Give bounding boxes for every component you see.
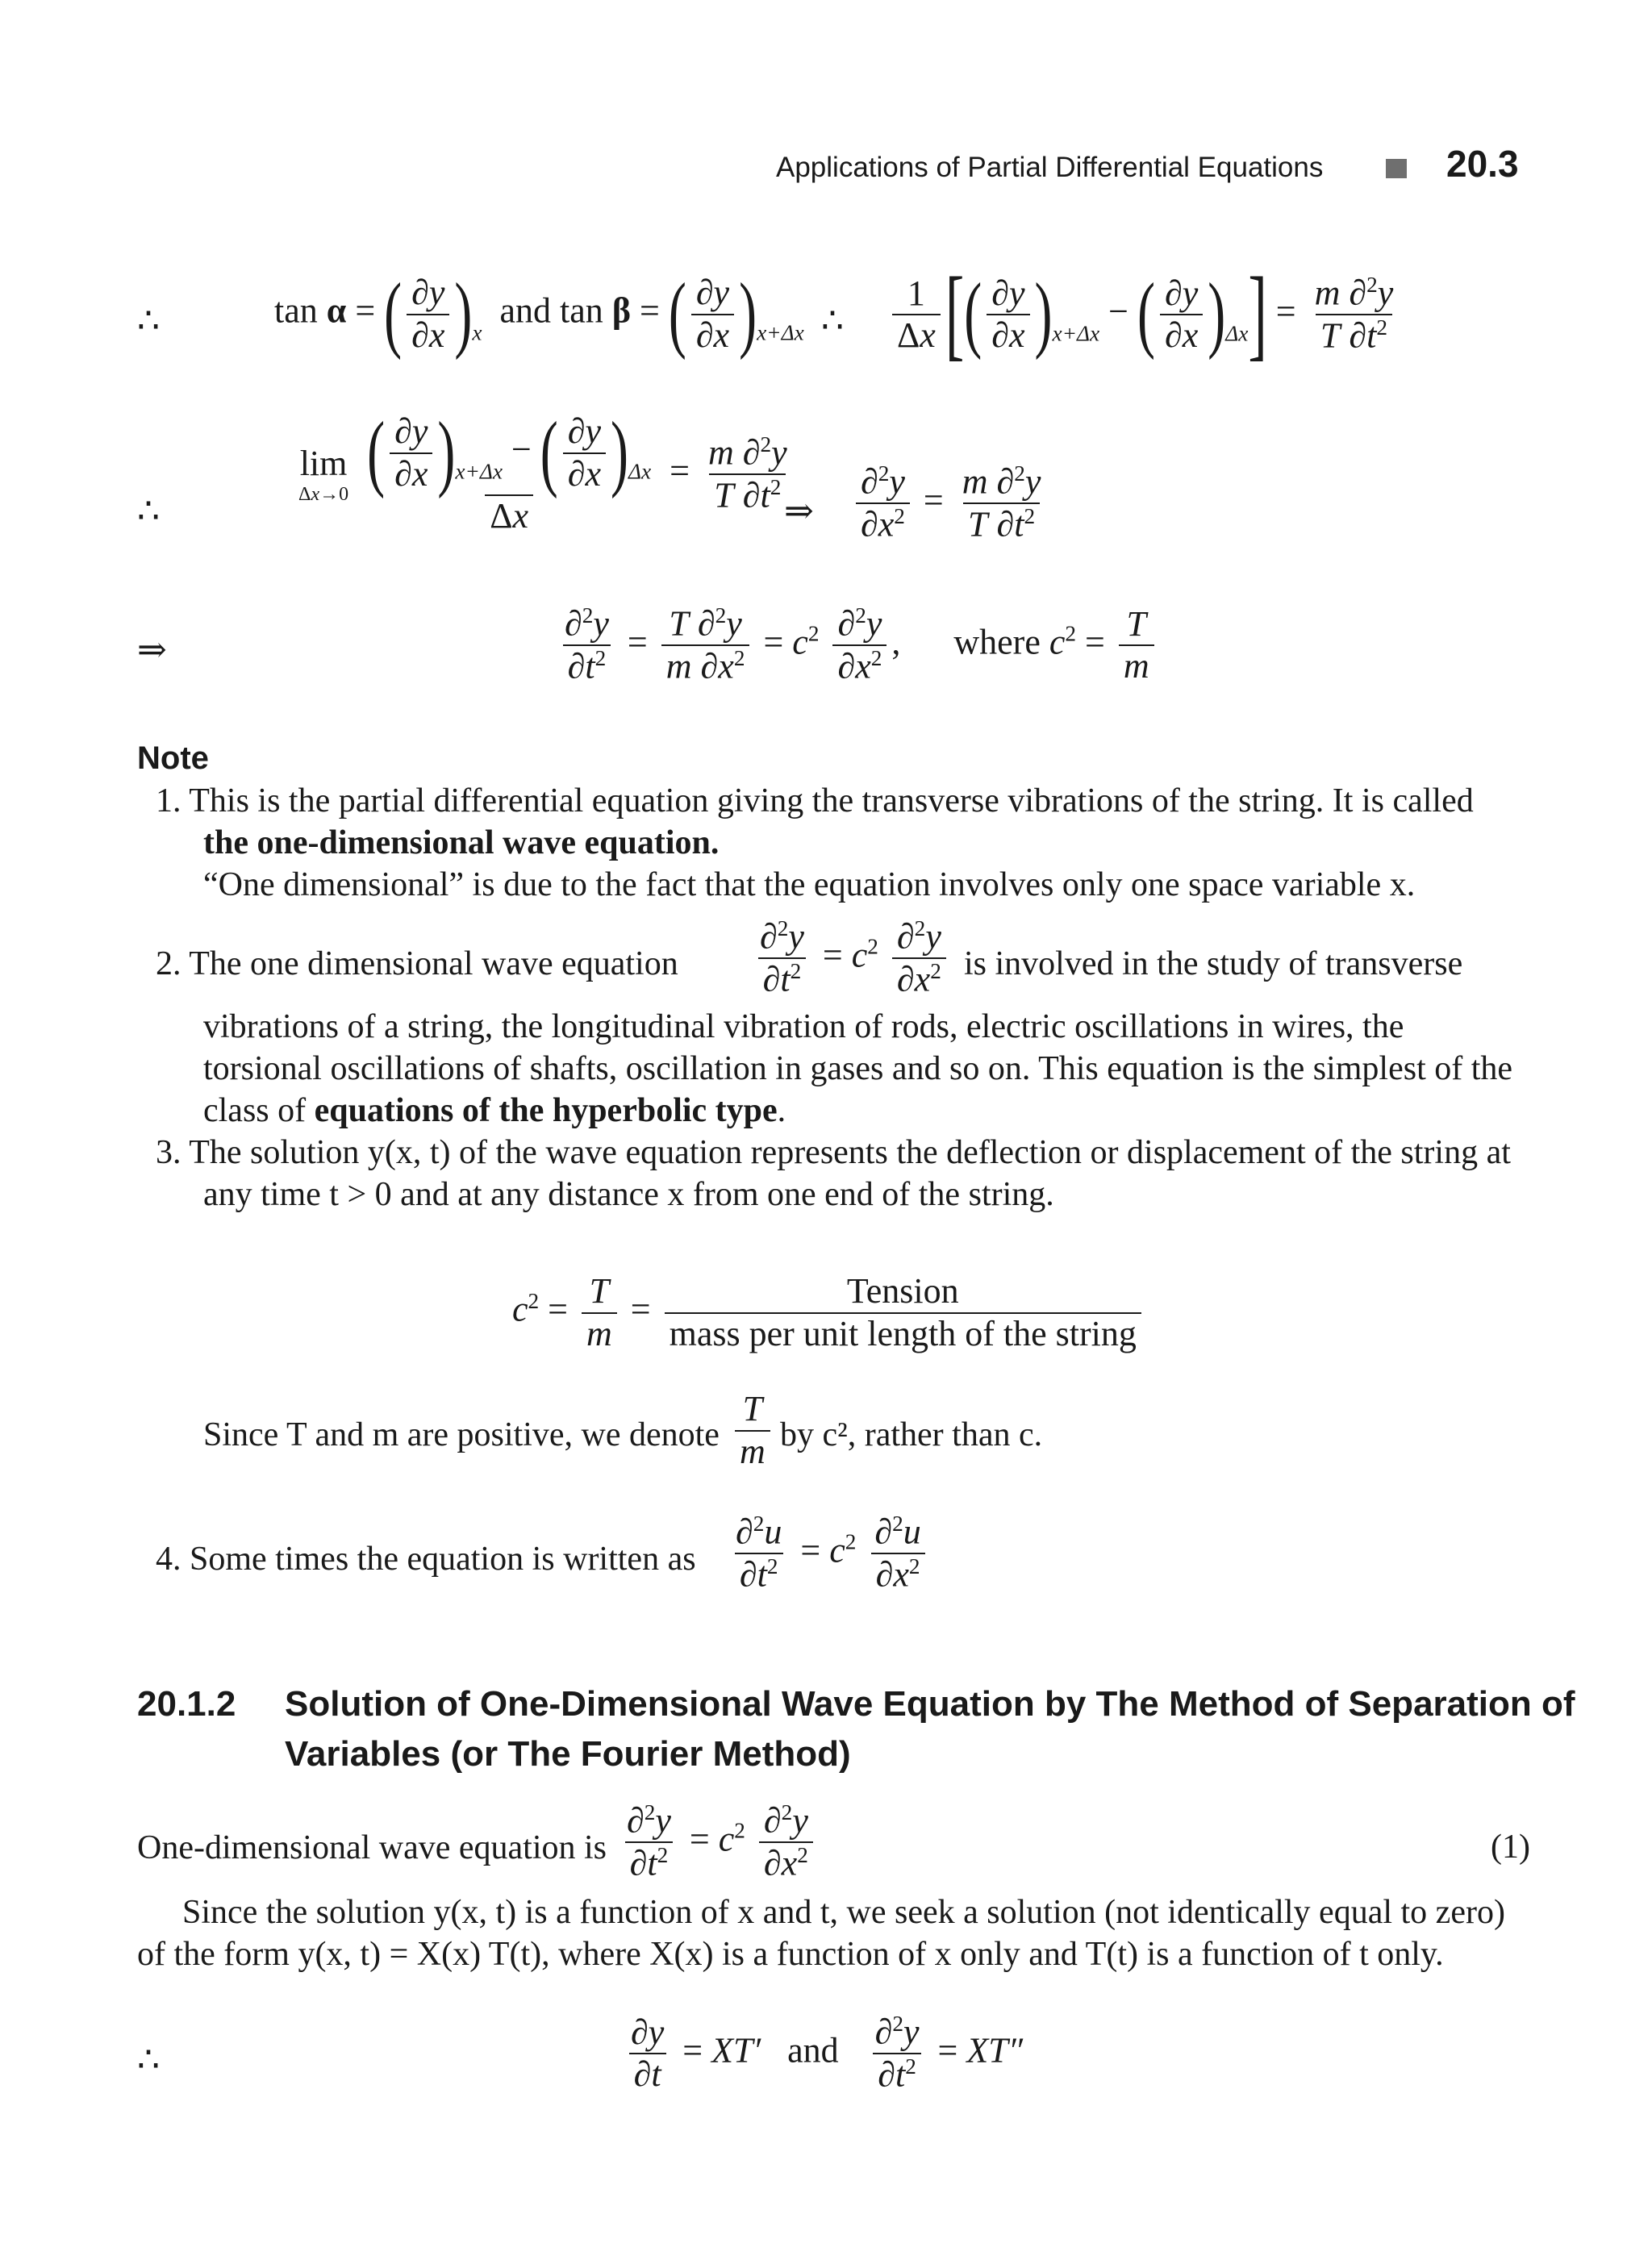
- note-item-3-line-2: any time t > 0 and at any distance x from one end of the string.: [203, 1176, 1054, 1213]
- tension-equation: $c^2$ = $\frac{T}{m}$ = $\frac{\text{Tension}}{\text{mass per unit length of the string}}$: [512, 1271, 1146, 1354]
- hyperbolic-type-bold: equations of the hyperbolic type: [314, 1092, 778, 1129]
- implies-symbol-1: ⇒: [784, 491, 814, 531]
- note-item-2-line-4-post: .: [777, 1092, 786, 1129]
- note-item-2-line-4-pre: class of: [203, 1092, 315, 1129]
- therefore-symbol-3: ∴: [137, 491, 160, 531]
- therefore-symbol-4: ∴: [137, 2040, 160, 2079]
- wave-equation-inline: $\frac{\partial^2y}{\partial t^2}$ = $c^2$ $\frac{\partial^2y}{\partial x^2}$: [750, 916, 951, 1001]
- since-text-post: by c², rather than c.: [780, 1416, 1043, 1453]
- second-derivative-equation: $\frac{\partial^2y}{\partial x^2}$ = $\frac{m \partial^2y}{T \partial t^2}$: [851, 461, 1050, 546]
- wave-equation-u: $\frac{\partial^2u}{\partial t^2}$ = $c^2$ $\frac{\partial^2u}{\partial x^2}$: [726, 1512, 931, 1596]
- equation-number: (1): [1491, 1829, 1530, 1866]
- since-text-pre: Since T and m are positive, we denote: [203, 1416, 720, 1453]
- section-title-line-1: Solution of One-Dimensional Wave Equation by The Method of Separation of: [285, 1684, 1575, 1724]
- tension-label: Tension: [846, 1271, 959, 1311]
- note-item-2-lead: 2. The one dimensional wave equation: [156, 945, 678, 982]
- wave-equation-lead: One-dimensional wave equation is: [137, 1829, 607, 1866]
- where-text: where: [953, 622, 1041, 662]
- section-title-line-2: Variables (or The Fourier Method): [285, 1734, 851, 1774]
- note-item-2-line-4: [203, 1090, 786, 1132]
- mass-per-unit-length-label: mass per unit length of the string: [665, 1312, 1141, 1355]
- note-heading: Note: [137, 740, 209, 776]
- header-square-marker: [1386, 159, 1407, 178]
- wave-equation-derived: $\frac{\partial^2y}{\partial t^2}$ = $\frac{T \partial^2y}{m \partial x^2}$ = $c^2$ $\frac{\partial^2y}{\partial x^2}$ , where $c^2$ = $\frac{T}{m}$: [555, 603, 1159, 688]
- note-item-2-line-2: vibrations of a string, the longitudinal vibration of rods, electric oscillations in wires, the: [203, 1008, 1404, 1045]
- note-item-1-line-3: “One dimensional” is due to the fact that the equation involves only one space variable x.: [203, 866, 1416, 903]
- therefore-symbol-2: ∴: [821, 301, 844, 340]
- body-paragraph-line-1: Since the solution y(x, t) is a function of x and t, we seek a solution (not identically equal to zero): [182, 1894, 1505, 1931]
- page-number: 20.3: [1446, 143, 1519, 185]
- note-item-2-line-3: torsional oscillations of shafts, oscillation in gases and so on. This equation is the simplest of the: [203, 1050, 1513, 1087]
- tan-alpha-equation: tan α = ( $\frac{\partial y}{\partial x}$ )$_x$ and tan β = ( $\frac{\partial y}{\partial x}$ )$_{x+\Delta x}$: [274, 266, 804, 361]
- section-heading: [137, 1679, 1575, 1774]
- t-over-m-fraction: $\frac{T}{m}$: [730, 1389, 775, 1472]
- running-title: Applications of Partial Differential Equations: [776, 152, 1324, 183]
- therefore-symbol-1: ∴: [137, 301, 160, 340]
- note-item-1-line-1: 1. This is the partial differential equation giving the transverse vibrations of the string. It is called: [156, 782, 1474, 819]
- wave-equation-1: $\frac{\partial^2y}{\partial t^2}$ = $c^2$ $\frac{\partial^2y}{\partial x^2}$: [617, 1800, 818, 1885]
- difference-quotient-equation: $\frac{1}{\Delta x}$ [( $\frac{\partial y}{\partial x}$ )$_{x+\Delta x}$ − ( $\frac{\partial y}{\partial x}$ )$_{\Delta x}$] = $\frac{m \partial^2y}{T \partial t^2}$: [887, 273, 1403, 357]
- body-paragraph-line-2: of the form y(x, t) = X(x) T(t), where X(x) is a function of x only and T(t) is a function of t only.: [137, 1936, 1444, 1973]
- time-derivative-equations: $\frac{\partial y}{\partial t}$ = XT′ and $\frac{\partial^2y}{\partial t^2}$ = XT″: [621, 2012, 1023, 2096]
- note-item-1-bold: the one-dimensional wave equation.: [203, 824, 720, 861]
- and-text: and: [787, 2030, 839, 2070]
- implies-symbol-2: ⇒: [137, 630, 167, 669]
- note-item-2-tail: is involved in the study of transverse: [964, 945, 1463, 982]
- limit-equation: lim Δx→0 ( $\frac{\partial y}{\partial x}$ )$_{x+\Delta x}$ − ( $\frac{\partial y}{\partial x}$ )$_{\Delta x}$ Δx = $\frac{m \partial^2y}{T \partial t^2}$: [298, 405, 787, 536]
- note-item-4: 4. Some times the equation is written as: [156, 1541, 696, 1578]
- section-number: 20.1.2: [137, 1684, 236, 1724]
- and-tan-text: and tan: [499, 290, 603, 331]
- note-item-3-line-1: 3. The solution y(x, t) of the wave equation represents the deflection or displacement of the string at: [156, 1134, 1511, 1171]
